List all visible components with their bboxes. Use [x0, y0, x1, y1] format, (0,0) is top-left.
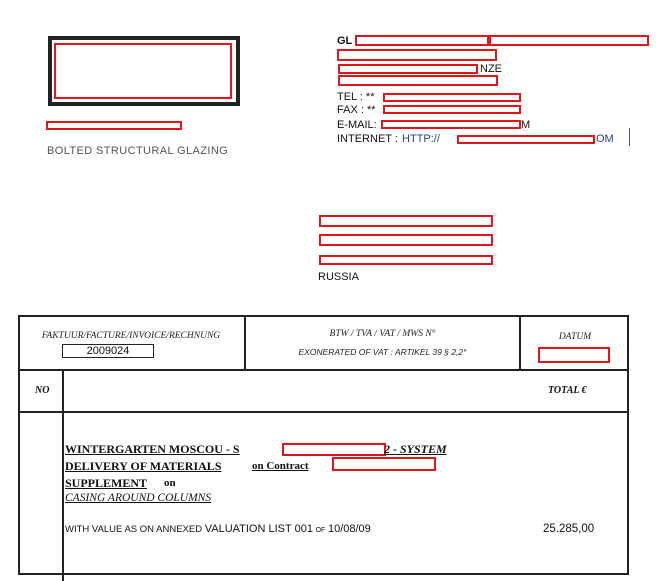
header-divider — [244, 317, 246, 369]
header-row-line — [20, 369, 627, 371]
header-divider — [519, 317, 521, 369]
recipient-address-redaction — [319, 234, 493, 246]
column-no: NO — [35, 385, 50, 396]
recipient-country: RUSSIA — [318, 271, 359, 283]
sender-internet-suffix: OM — [596, 133, 614, 145]
sender-email-label: E-MAIL: — [337, 119, 377, 131]
invoice-number: 2009024 — [62, 344, 154, 358]
value-row — [65, 523, 371, 535]
supplement-line: SUPPLEMENT — [65, 476, 148, 490]
contract-redaction — [332, 457, 436, 471]
casing-line: CASING AROUND COLUMNS — [65, 492, 212, 504]
date-header: DATUM — [558, 332, 592, 342]
vat-note: EXONERATED OF VAT : ARTIKEL 39 § 2,2° — [298, 347, 467, 357]
column-total: TOTAL € — [548, 385, 587, 396]
vat-header: BTW / TVA / VAT / MWS N° — [329, 329, 436, 339]
sender-fax-label: FAX : ** — [337, 104, 376, 116]
sender-name-redaction — [355, 35, 489, 46]
logo-tagline: BOLTED STRUCTURAL GLAZING — [47, 145, 229, 157]
sender-email-suffix: M — [521, 119, 531, 131]
sender-city-redaction — [338, 64, 478, 74]
date-redaction — [538, 347, 610, 363]
value-of: of — [315, 524, 326, 535]
sender-country-redaction — [338, 75, 498, 86]
no-column-divider — [62, 371, 64, 581]
divider — [629, 128, 630, 146]
sender-name-redaction-2 — [489, 35, 649, 46]
sender-name-prefix: GL — [337, 35, 353, 47]
line-amount: 25.285,00 — [543, 523, 595, 535]
recipient-city-redaction — [319, 255, 493, 265]
sender-tel-label: TEL : ** — [337, 91, 375, 103]
project-suffix: 2 - SYSTEM — [384, 442, 447, 456]
invoice-type-header: FAKTUUR/FACTURE/INVOICE/RECHNUNG — [41, 331, 221, 341]
sender-tel-redaction — [383, 93, 521, 102]
supplement-on: on — [164, 477, 176, 489]
delivery-line: DELIVERY OF MATERIALS — [65, 459, 222, 473]
sender-internet-prefix[interactable]: HTTP:// — [402, 133, 440, 145]
sender-city-suffix: NZE — [480, 63, 502, 75]
sender-email-redaction — [381, 120, 521, 129]
project-redaction — [282, 443, 386, 456]
sender-address-redaction — [337, 49, 497, 61]
logo-redaction — [54, 43, 232, 99]
sender-internet-label: INTERNET : — [337, 133, 398, 145]
sender-fax-redaction — [383, 105, 521, 114]
valuation-date: 10/08/09 — [327, 523, 371, 535]
contract-label: on Contract — [252, 460, 309, 472]
invoice-table — [18, 315, 629, 575]
value-text: WITH VALUE AS ON ANNEXED — [65, 524, 203, 535]
company-name-redaction — [46, 121, 182, 130]
recipient-name-redaction — [319, 215, 493, 227]
project-line: WINTERGARTEN MOSCOU - S — [65, 442, 240, 456]
column-row-line — [20, 411, 627, 413]
sender-url-redaction — [457, 135, 595, 144]
valuation-list: VALUATION LIST 001 — [204, 523, 313, 535]
